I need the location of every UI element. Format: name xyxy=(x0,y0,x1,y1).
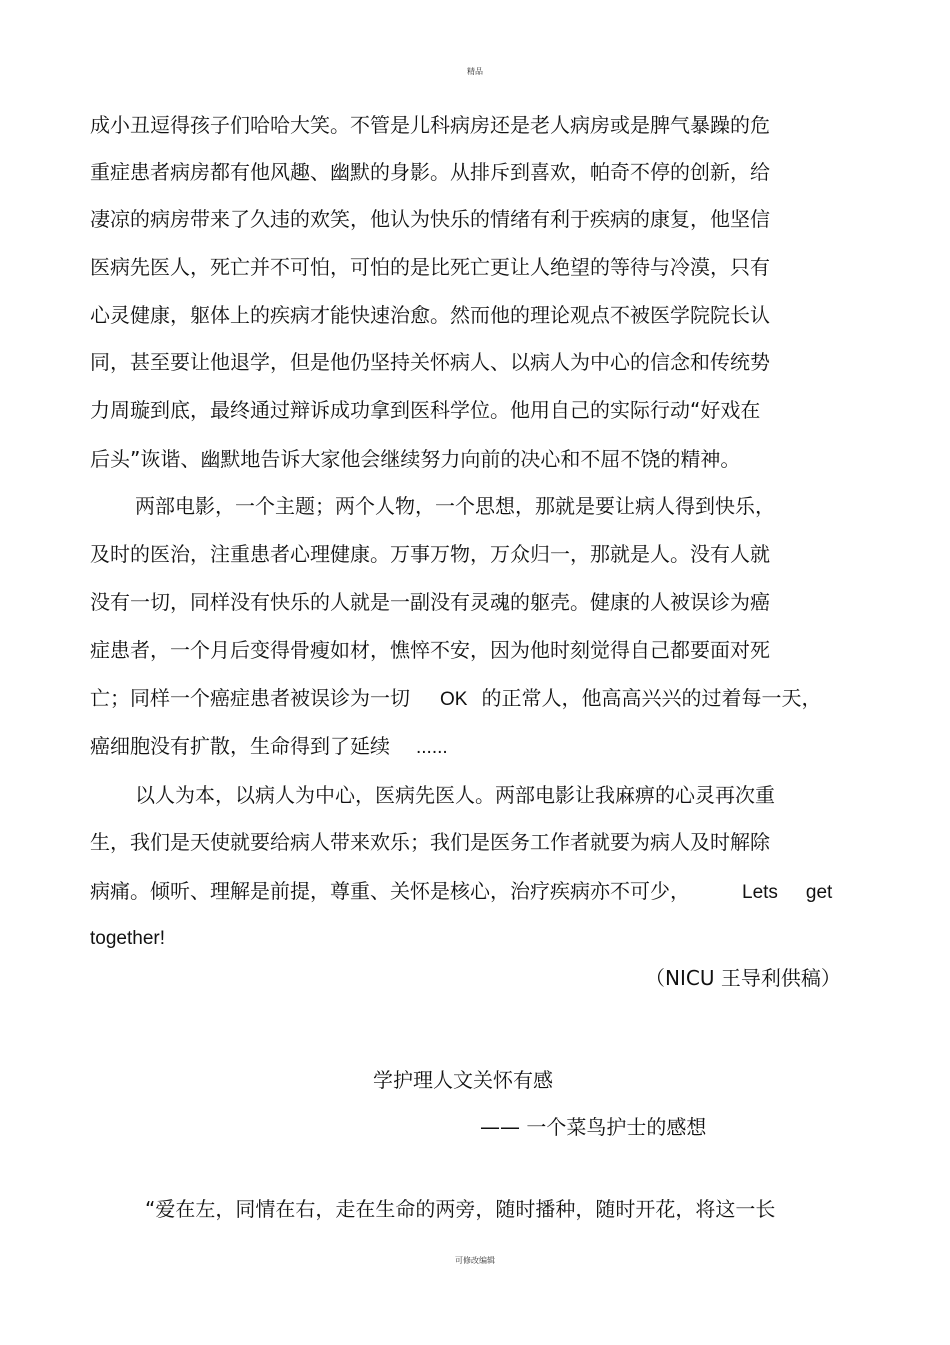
text-line: 以人为本，以病人为中心，医病先医人。两部电影让我麻痹的心灵再次重 xyxy=(135,783,775,807)
text-segment: 亡；同样一个癌症患者被误诊为一切 xyxy=(90,686,410,710)
page-header-mark: 精品 xyxy=(467,67,483,76)
text-line: 症患者，一个月后变得骨瘦如材，憔悴不安，因为他时刻觉得自己都要面对死 xyxy=(90,638,770,662)
text-line xyxy=(90,734,448,760)
text-line: 及时的医治，注重患者心理健康。万事万物，万众归一，那就是人。没有人就 xyxy=(90,542,770,566)
text-line: 医病先医人，死亡并不可怕，可怕的是比死亡更让人绝望的等待与冷漠，只有 xyxy=(90,255,770,279)
text-line: 两部电影，一个主题；两个人物，一个思想，那就是要让病人得到快乐， xyxy=(135,494,775,518)
text-line: 同，甚至要让他退学，但是他仍坚持关怀病人、以病人为中心的信念和传统势 xyxy=(90,350,770,374)
text-line xyxy=(90,879,832,905)
text-segment-latin: get xyxy=(805,882,833,903)
text-segment-latin: ...... xyxy=(416,737,448,758)
text-line: 后头”诙谐、幽默地告诉大家他会继续努力向前的决心和不屈不饶的精神。 xyxy=(90,447,741,471)
text-line: 成小丑逗得孩子们哈哈大笑。不管是儿科病房还是老人病房或是脾气暴躁的危 xyxy=(90,113,770,137)
text-line: 生，我们是天使就要给病人带来欢乐；我们是医务工作者就要为病人及时解除 xyxy=(90,830,770,854)
text-segment: 癌细胞没有扩散，生命得到了延续 xyxy=(90,734,390,758)
text-line: 没有一切，同样没有快乐的人就是一副没有灵魂的躯壳。健康的人被误诊为癌 xyxy=(90,590,770,614)
article-credit: （NICU 王导利供稿） xyxy=(645,966,841,990)
page-footer-mark: 可修改编辑 xyxy=(455,1256,495,1265)
text-line: together! xyxy=(90,928,165,949)
article-opening-line: “爱在左，同情在右，走在生命的两旁，随时播种，随时开花，将这一长 xyxy=(145,1197,776,1221)
text-line xyxy=(90,686,821,712)
text-line: 重症患者病房都有他风趣、幽默的身影。从排斥到喜欢，帕奇不停的创新，给 xyxy=(90,160,770,184)
text-line: 心灵健康，躯体上的疾病才能快速治愈。然而他的理论观点不被医学院院长认 xyxy=(90,303,770,327)
article-subtitle: —— 一个菜鸟护士的感想 xyxy=(480,1115,707,1139)
text-segment-latin: Lets xyxy=(742,882,778,903)
text-line: 力周璇到底，最终通过辩诉成功拿到医科学位。他用自己的实际行动“好戏在 xyxy=(90,398,761,422)
article-title: 学护理人文关怀有感 xyxy=(373,1068,553,1092)
text-segment-latin: OK xyxy=(440,689,468,710)
text-segment: 病痛。倾听、理解是前提，尊重、关怀是核心，治疗疾病亦不可少， xyxy=(90,879,690,903)
text-line: 凄凉的病房带来了久违的欢笑，他认为快乐的情绪有利于疾病的康复，他坚信 xyxy=(90,207,770,231)
text-segment: 的正常人，他高高兴兴的过着每一天， xyxy=(481,686,822,710)
